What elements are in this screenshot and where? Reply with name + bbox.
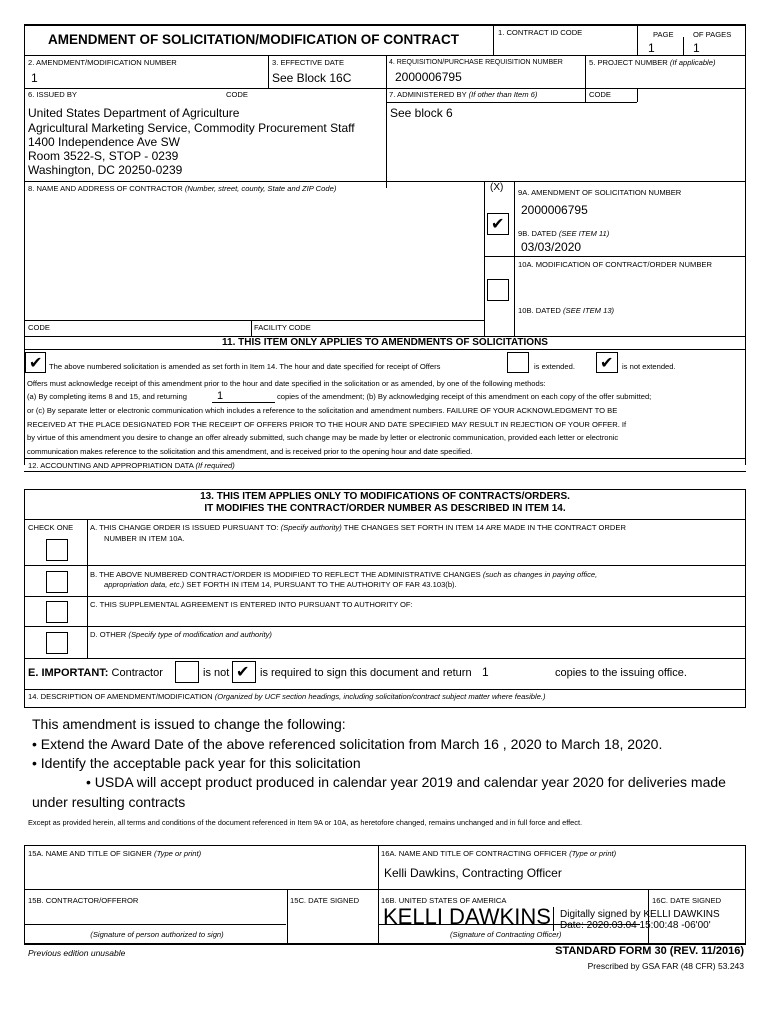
contract-id-code-label: 1. CONTRACT ID CODE: [498, 28, 583, 37]
block7-label: 7. ADMINISTERED BY (If other than Item 6): [389, 90, 538, 99]
issued-by-line: Agricultural Marketing Service, Commodity Procurement Staff: [28, 121, 355, 135]
except-statement: Except as provided herein, all terms and conditions of the document referenced in Item 9A or 10A, as heretofore changed, remains unchanged and in full force and effect.: [28, 818, 583, 827]
item13-heading-line1: 13. THIS ITEM APPLIES ONLY TO MODIFICATIONS OF CONTRACTS/ORDERS.: [200, 491, 570, 502]
contractor-date-field[interactable]: [290, 906, 376, 940]
previous-edition-note: Previous edition unusable: [28, 948, 126, 958]
not-extended-label: is not extended.: [622, 362, 676, 371]
issued-by-line: Room 3522-S, STOP - 0239: [28, 149, 179, 163]
officer-signature-caption: (Signature of Contracting Officer): [450, 930, 562, 939]
block12-label: 12. ACCOUNTING AND APPROPRIATION DATA (If required): [28, 461, 235, 470]
is-not-checkbox[interactable]: [175, 661, 199, 683]
extended-label: is extended.: [534, 362, 575, 371]
contractor-signature-caption: (Signature of person authorized to sign): [90, 930, 224, 939]
item11-line3a: (a) By completing items 8 and 15, and returning: [27, 392, 187, 401]
block10a-label: 10A. MODIFICATION OF CONTRACT/ORDER NUMBER: [518, 260, 712, 269]
option-b-line1: B. THE ABOVE NUMBERED CONTRACT/ORDER IS MODIFIED TO REFLECT THE ADMINISTRATIVE CHANGES (such as changes in paying office,: [90, 570, 598, 579]
item13-heading-line2: IT MODIFIES THE CONTRACT/ORDER NUMBER AS DESCRIBED IN ITEM 14.: [204, 503, 566, 514]
option-a-checkbox[interactable]: [46, 539, 68, 561]
item11-line5: RECEIVED AT THE PLACE DESIGNATED FOR THE RECEIPT OF OFFERS PRIOR TO THE HOUR AND DATE SPECIFIED MAY RESULT IN REJECTION OF YOUR OFFER. If: [27, 420, 627, 429]
requisition-number[interactable]: 2000006795: [395, 70, 462, 84]
item11-line6: by virtue of this amendment you desire to change an offer already submitted, such change may be made by letter or electronic communication, provided each letter or electronic: [27, 433, 619, 442]
block9b-label: 9B. DATED (SEE ITEM 11): [518, 229, 610, 238]
item11-amended-checkbox[interactable]: [25, 352, 46, 373]
option-c-line: C. THIS SUPPLEMENTAL AGREEMENT IS ENTERED INTO PURSUANT TO AUTHORITY OF:: [90, 600, 413, 609]
description-line: • Extend the Award Date of the above referenced solicitation from March 16 , 2020 to March 18, 2020.: [32, 736, 663, 752]
option-d-line: D. OTHER (Specify type of modification and authority): [90, 630, 272, 639]
effective-date[interactable]: See Block 16C: [272, 71, 352, 85]
issued-by-line: 1400 Independence Ave SW: [28, 135, 180, 149]
block9-checkbox[interactable]: [487, 213, 509, 235]
block7-code-label: CODE: [589, 90, 611, 99]
option-d-checkbox[interactable]: [46, 632, 68, 654]
block10-checkbox[interactable]: [487, 279, 509, 301]
description-line: • Identify the acceptable pack year for this solicitation: [32, 755, 361, 771]
issued-by-line: United States Department of Agriculture: [28, 106, 240, 120]
option-b-line2: appropriation data, etc.) SET FORTH IN ITEM 14, PURSUANT TO THE AUTHORITY OF FAR 43.103(b).: [104, 580, 457, 589]
digital-signature-stamp: [560, 909, 720, 931]
contractor-address-field[interactable]: [28, 194, 478, 318]
prescribed-by: Prescribed by GSA FAR (48 CFR) 53.243: [587, 961, 744, 971]
return-copies-count[interactable]: 1: [482, 665, 489, 679]
contractor-text: Contractor: [111, 667, 163, 679]
check-one-label: CHECK ONE: [28, 523, 74, 532]
solicitation-number[interactable]: 2000006795: [521, 203, 588, 217]
block4-label: 4. REQUISITION/PURCHASE REQUISITION NUMBER: [389, 59, 563, 66]
not-extended-checkbox[interactable]: [596, 352, 618, 373]
return-copies-tail: copies to the issuing office.: [555, 667, 687, 679]
total-pages[interactable]: 1: [693, 41, 700, 55]
description-line: under resulting contracts: [32, 794, 186, 810]
contracting-officer-name[interactable]: Kelli Dawkins, Contracting Officer: [384, 866, 562, 880]
block8-label: 8. NAME AND ADDRESS OF CONTRACTOR (Number, street, county, State and ZIP Code): [28, 184, 337, 193]
block2-label: 2. AMENDMENT/MODIFICATION NUMBER: [28, 58, 177, 67]
x-column-label: (X): [490, 182, 504, 193]
item11-line1: The above numbered solicitation is amended as set forth in Item 14. The hour and date specified for receipt of Offers: [49, 362, 441, 371]
copies-count[interactable]: 1: [217, 390, 224, 402]
page-number[interactable]: 1: [648, 41, 655, 55]
option-a-line1: A. THIS CHANGE ORDER IS ISSUED PURSUANT TO: (Specify authority) THE CHANGES SET FORTH IN ITEM 14 ARE MADE IN THE CONTRACT ORDER: [90, 523, 626, 532]
block16a-label: 16A. NAME AND TITLE OF CONTRACTING OFFICER (Type or print): [381, 849, 617, 858]
form-title: AMENDMENT OF SOLICITATION/MODIFICATION OF CONTRACT: [48, 32, 459, 47]
item11-heading: 11. THIS ITEM ONLY APPLIES TO AMENDMENTS OF SOLICITATIONS: [222, 337, 548, 348]
block3-label: 3. EFFECTIVE DATE: [272, 58, 345, 67]
option-c-checkbox[interactable]: [46, 601, 68, 623]
amendment-number[interactable]: 1: [31, 71, 38, 85]
description-line: • USDA will accept product produced in calendar year 2019 and calendar year 2020 for deliveries made: [86, 774, 726, 790]
is-required-label: is required to sign this document and return: [260, 667, 472, 679]
block16c-label: 16C. DATE SIGNED: [652, 896, 722, 905]
digital-signed-by: Digitally signed by KELLI DAWKINS: [560, 909, 720, 920]
facility-code-label: FACILITY CODE: [254, 323, 311, 332]
block16b-label: 16B. UNITED STATES OF AMERICA: [381, 896, 507, 905]
important-row: [28, 666, 163, 680]
option-b-checkbox[interactable]: [46, 571, 68, 593]
solicitation-date[interactable]: 03/03/2020: [521, 240, 582, 254]
block6-label: 6. ISSUED BY: [28, 90, 77, 99]
signer-name-field[interactable]: [28, 860, 373, 886]
block8-code-label: CODE: [28, 323, 50, 332]
block15a-label: 15A. NAME AND TITLE OF SIGNER (Type or print): [28, 849, 202, 858]
block15c-label: 15C. DATE SIGNED: [290, 896, 360, 905]
extended-checkbox[interactable]: [507, 352, 529, 373]
digital-signed-date: Date: 2020.03.04 15:00:48 -06'00': [560, 920, 711, 931]
block10b-label: 10B. DATED (SEE ITEM 13): [518, 306, 615, 315]
block6-code-label: CODE: [226, 90, 248, 99]
item11-line7: communication makes reference to the solicitation and this amendment, and is received prior to the opening hour and date specified.: [27, 447, 473, 456]
is-not-label: is not: [203, 667, 230, 679]
block5-label: 5. PROJECT NUMBER (If applicable): [589, 58, 716, 67]
option-a-line2: NUMBER IN ITEM 10A.: [104, 534, 185, 543]
item13-heading: [24, 491, 746, 515]
is-required-checkbox[interactable]: [232, 661, 256, 683]
item11-line3b: copies of the amendment; (b) By acknowledging receipt of this amendment on each copy of the offer submitted;: [277, 392, 652, 401]
contractor-signature-field[interactable]: [28, 905, 283, 923]
of-pages-label: OF PAGES: [693, 30, 732, 39]
block14-label: 14. DESCRIPTION OF AMENDMENT/MODIFICATION (Organized by UCF section headings, including solicitation/contract subject matter where feasible.): [28, 692, 546, 701]
form-number: STANDARD FORM 30 (REV. 11/2016): [555, 945, 744, 957]
form-left-border: [24, 24, 25, 465]
description-line: This amendment is issued to change the following:: [32, 716, 346, 732]
block15b-label: 15B. CONTRACTOR/OFFEROR: [28, 896, 139, 905]
form-right-border: [745, 24, 746, 465]
item11-line4: or (c) By separate letter or electronic communication which includes a reference to the solicitation and amendment numbers. FAILURE OF YOUR ACKNOWLEDGMENT TO BE: [27, 406, 618, 415]
administered-by-value[interactable]: See block 6: [390, 106, 453, 120]
block9a-label: 9A. AMENDMENT OF SOLICITATION NUMBER: [518, 188, 682, 197]
page-label: PAGE: [653, 30, 674, 39]
important-label: E. IMPORTANT:: [28, 667, 109, 679]
item11-line2: Offers must acknowledge receipt of this amendment prior to the hour and date specified in the solicitation or as amended, by one of the following methods:: [27, 379, 546, 388]
issued-by-line: Washington, DC 20250-0239: [28, 163, 183, 177]
officer-signature: KELLI DAWKINS: [383, 904, 551, 929]
